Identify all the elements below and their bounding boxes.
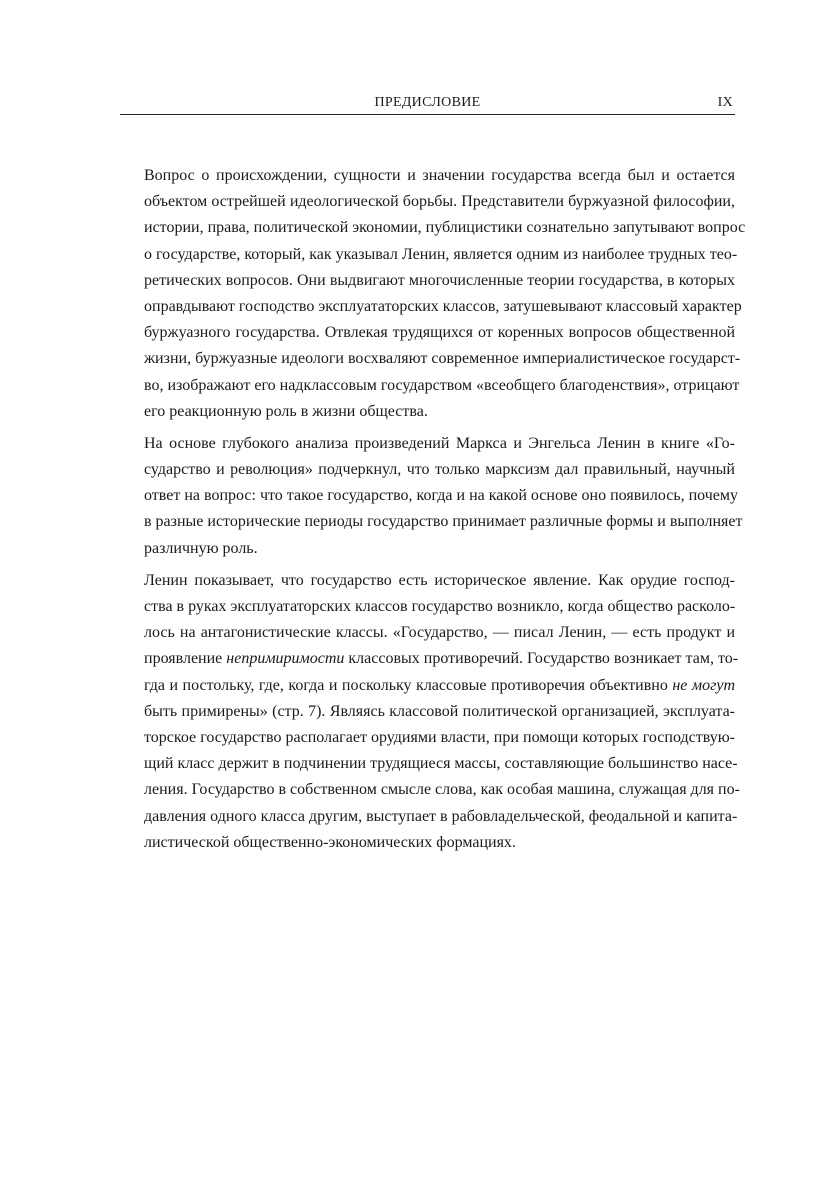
text-line: Вопрос о происхождении, сущности и значении государства всегда был и остается <box>144 167 735 184</box>
emphasis: не могут <box>672 676 735 694</box>
text-line: объектом острейшей идеологической борьбы. Представители буржуазной философии, <box>144 193 735 211</box>
text-line: ства в руках эксплуататорских классов государство возникло, когда общество расколо- <box>144 598 736 615</box>
text-line: лось на антагонистические классы. «Государство, — писал Ленин, — есть продукт и <box>144 624 735 642</box>
text-line: На основе глубокого анализа произведений Маркса и Энгельса Ленин в книге «Го- <box>144 434 735 452</box>
text-line: буржуазного государства. Отвлекая трудящихся от коренных вопросов общественной <box>144 324 735 342</box>
text-line: ления. Государство в собственном смысле слова, как особая машина, служащая для по- <box>144 781 740 799</box>
text-line: истории, права, политической экономии, публицистики сознательно запутывают вопрос <box>144 219 746 237</box>
text-line: ответ на вопрос: что такое государство, когда и на какой основе оно появилось, почему <box>144 487 739 505</box>
paragraph <box>120 568 740 856</box>
text-line: торское государство располагает орудиями власти, при помощи которых господствую- <box>144 728 735 746</box>
text-line: о государстве, который, как указывал Ленин, является одним из наиболее трудных тео- <box>144 245 738 263</box>
text-line <box>120 646 739 672</box>
text-line <box>120 673 735 699</box>
text-line: во, изображают его надклассовым государством «всеобщего благоденствия», отрицают <box>144 376 740 394</box>
text-line: щий класс держит в подчинении трудящиеся массы, составляющие большинство насе- <box>144 755 738 773</box>
paragraph <box>120 163 746 425</box>
text-line: жизни, буржуазные идеологи восхваляют современное империалистическое государст- <box>144 350 741 368</box>
text-line: ретических вопросов. Они выдвигают многочисленные теории государства, в которых <box>144 271 735 289</box>
text-line: оправдывают господство эксплуататорских классов, затушевывают классовый характер <box>144 297 742 315</box>
text-line: в разные исторические периоды государство принимает различные формы и выполняет <box>144 513 743 531</box>
text-line: его реакционную роль в жизни общества. <box>144 402 428 420</box>
text-line: Ленин показывает, что государство есть историческое явление. Как орудие господ- <box>144 571 735 589</box>
body-text <box>120 163 746 856</box>
text-segment: гда и постольку, где, когда и поскольку классовые противоречия объективно <box>144 676 673 694</box>
page-number: IX <box>717 95 733 110</box>
running-header-title: ПРЕДИСЛОВИЕ <box>374 95 481 110</box>
text-line: давления одного класса другим, выступает в рабовладельческой, феодальной и капита- <box>144 807 738 825</box>
text-segment: классовых противоречий. Государство возникает там, то- <box>344 650 739 668</box>
text-line: различную роль. <box>144 539 258 557</box>
text-line: быть примирены» (стр. 7). Являясь классовой политической организацией, эксплуата- <box>144 702 735 720</box>
paragraph <box>120 431 743 562</box>
text-line: сударство и революция» подчеркнул, что только марксизм дал правильный, научный <box>144 461 735 479</box>
running-header <box>120 92 735 115</box>
text-line: листической общественно-экономических формациях. <box>144 833 516 851</box>
text-segment: проявление <box>144 650 227 668</box>
emphasis: непримиримости <box>226 650 345 668</box>
